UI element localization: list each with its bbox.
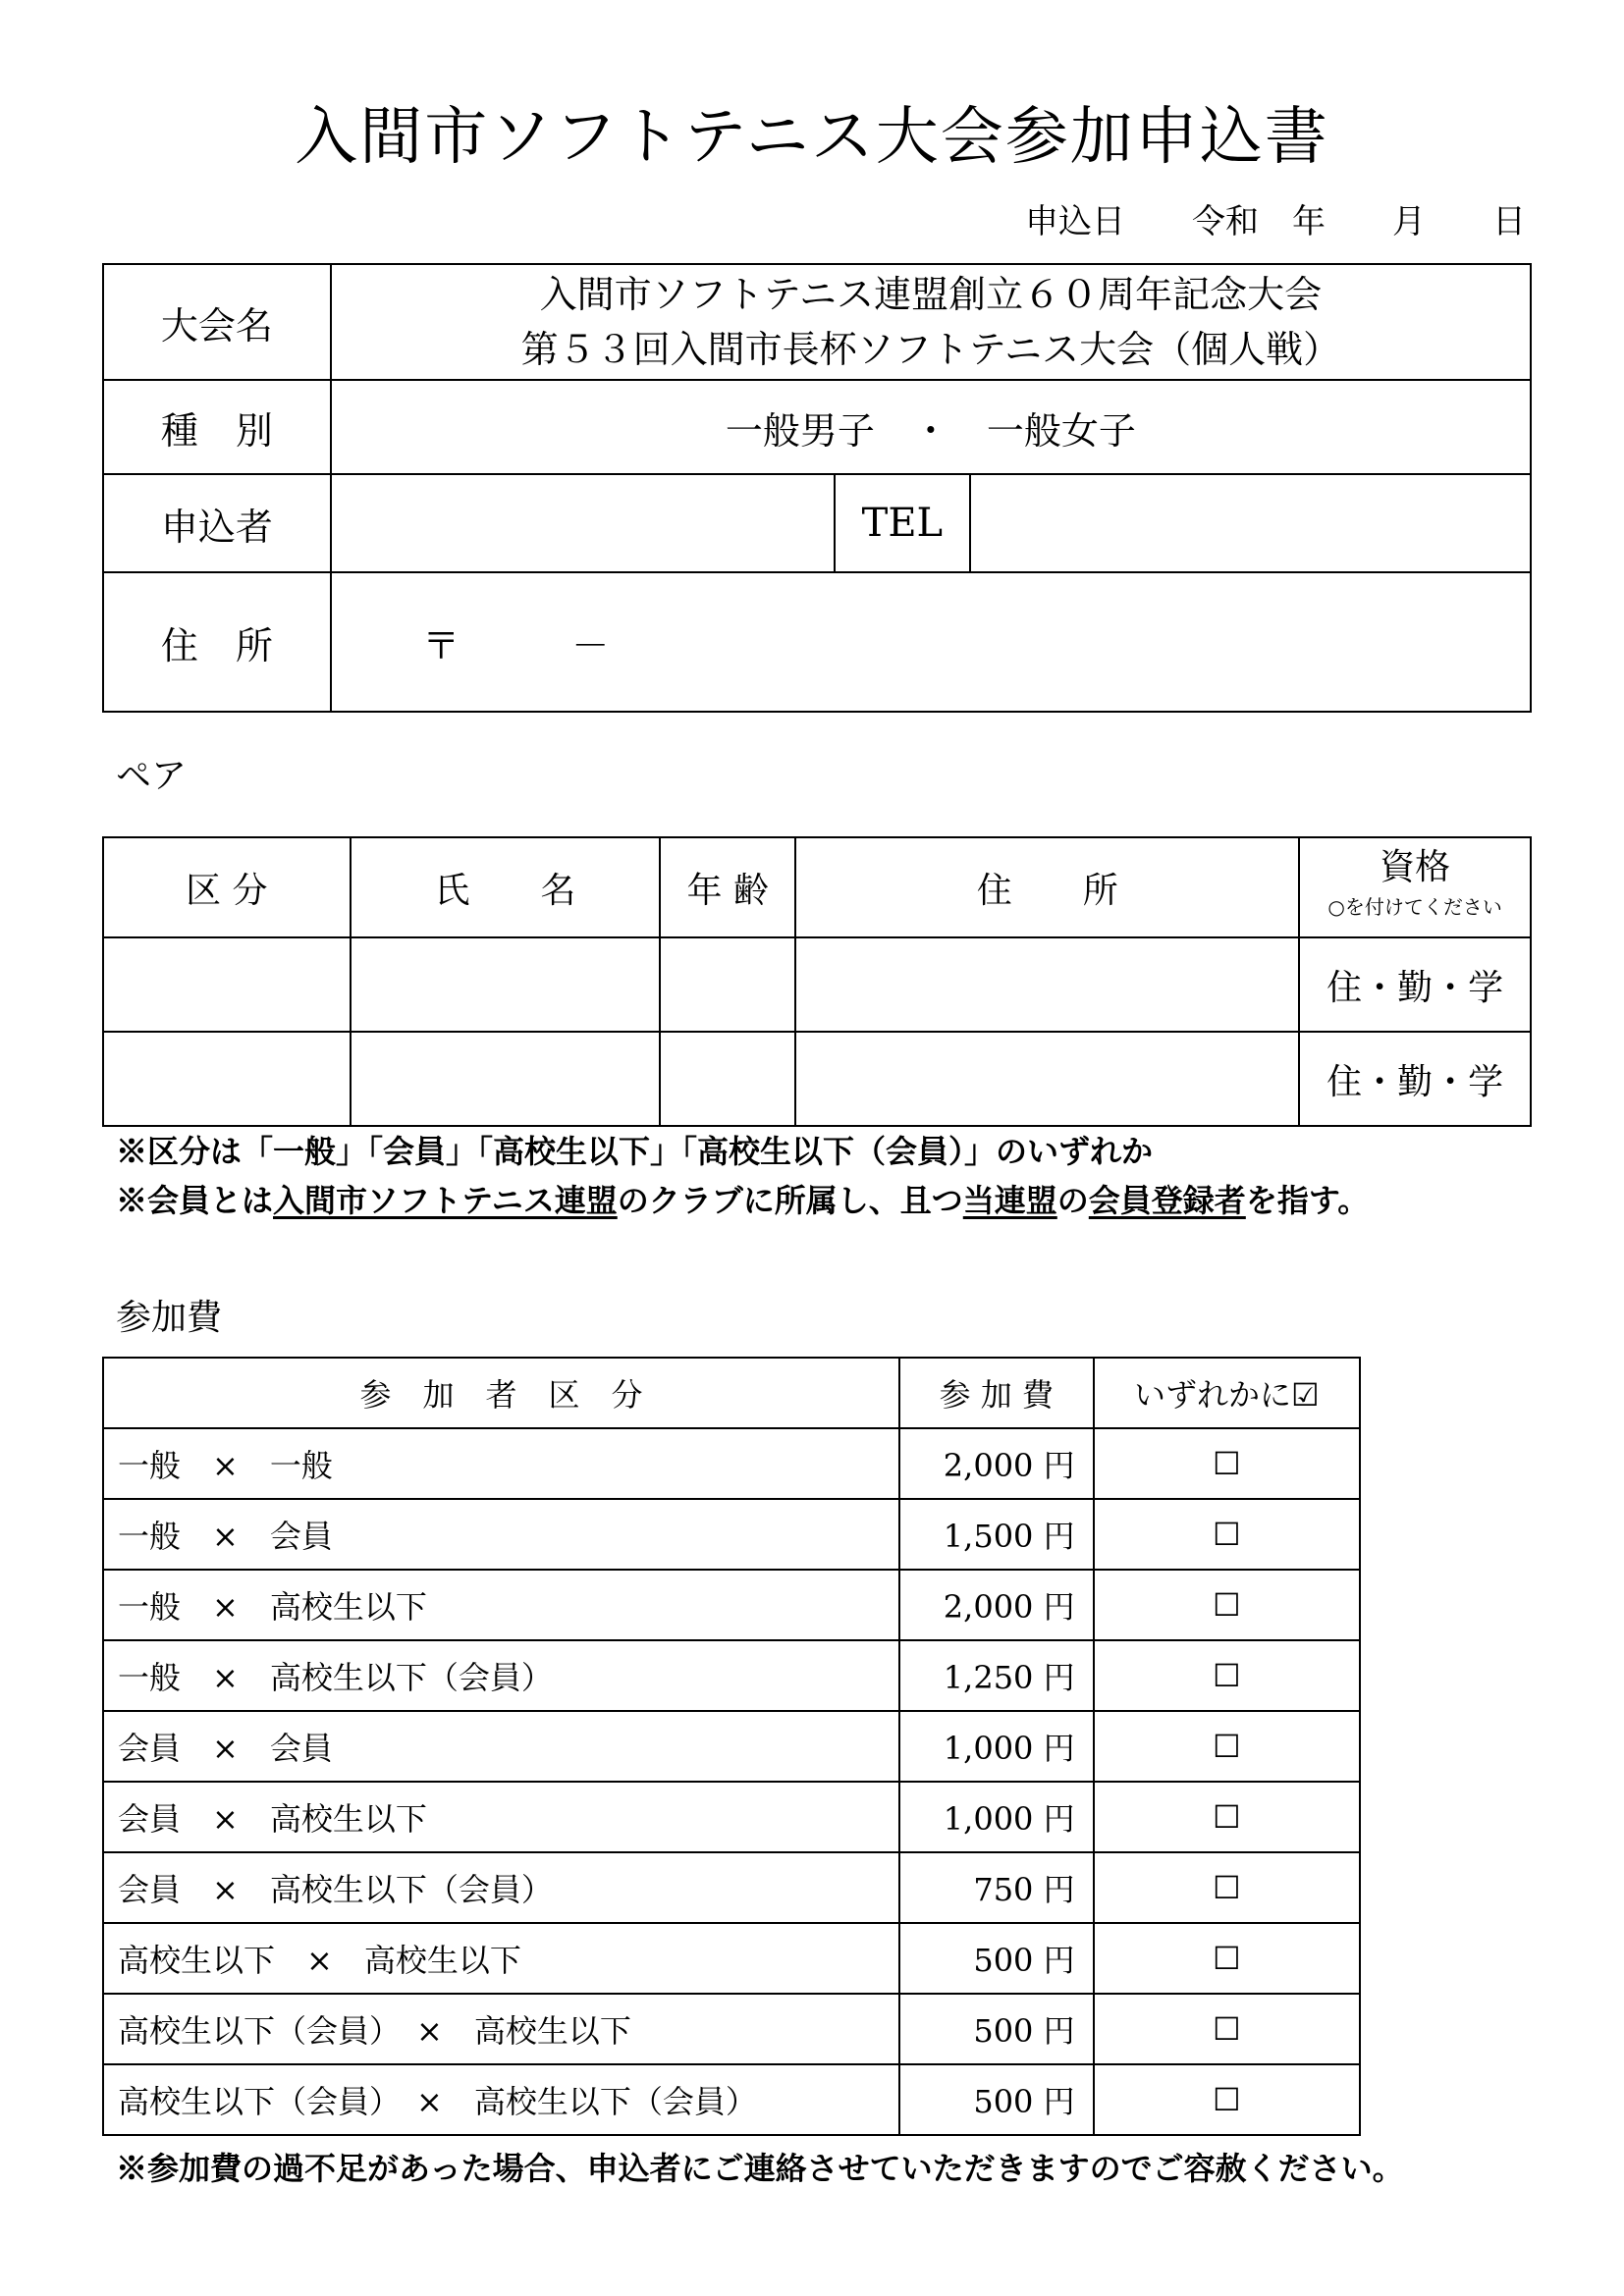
fee-row (103, 1570, 1360, 1640)
pair-row (103, 937, 1531, 1032)
note-text-underlined: 入間市ソフトテニス連盟 (273, 1182, 618, 1219)
note-text: を指す。 (1245, 1182, 1370, 1219)
fee-row (103, 2064, 1360, 2135)
fee-checkbox[interactable]: ☐ (1094, 1711, 1360, 1782)
fee-category: 一般 × 高校生以下 (103, 1570, 899, 1640)
fee-adjustment-note: ※参加費の過不足があった場合、申込者にご連絡させていただきますのでご容赦ください。 (116, 2150, 1404, 2187)
pair-age-field[interactable] (660, 937, 795, 1032)
fee-category: 高校生以下（会員） × 高校生以下 (103, 1994, 899, 2064)
fee-section-title: 参加費 (116, 1298, 223, 1338)
fee-header-amount: 参 加 費 (899, 1358, 1094, 1428)
fee-amount: 1,000 円 (899, 1782, 1094, 1852)
fee-row (103, 1923, 1360, 1994)
fee-category: 会員 × 高校生以下 (103, 1782, 899, 1852)
page-title: 入間市ソフトテニス大会参加申込書 (295, 101, 1329, 174)
pair-header-qualification (1299, 837, 1531, 937)
fee-checkbox[interactable]: ☐ (1094, 2064, 1360, 2135)
applicant-name-field[interactable] (331, 474, 835, 572)
fee-amount: 2,000 円 (899, 1570, 1094, 1640)
pair-header-age: 年 齢 (660, 837, 795, 937)
applicant-row (103, 474, 1531, 572)
tel-field[interactable] (970, 474, 1531, 572)
address-row (103, 572, 1531, 712)
fee-checkbox[interactable]: ☐ (1094, 1640, 1360, 1711)
fee-amount: 2,000 円 (899, 1428, 1094, 1499)
fee-row (103, 1852, 1360, 1923)
fee-row (103, 1640, 1360, 1711)
pair-table (102, 836, 1532, 1127)
fee-category: 会員 × 高校生以下（会員） (103, 1852, 899, 1923)
pair-header-category: 区 分 (103, 837, 351, 937)
fee-amount: 500 円 (899, 1994, 1094, 2064)
fee-row (103, 1711, 1360, 1782)
qualification-label: 資格 (1380, 847, 1451, 887)
pair-address-field[interactable] (795, 1032, 1299, 1126)
fee-checkbox[interactable]: ☐ (1094, 1570, 1360, 1640)
fee-amount: 1,250 円 (899, 1640, 1094, 1711)
fee-amount: 1,000 円 (899, 1711, 1094, 1782)
event-name-line1: 入間市ソフトテニス連盟創立６０周年記念大会 (539, 273, 1323, 316)
note-text: のクラブに所属し、且つ (617, 1182, 963, 1219)
fee-table (102, 1357, 1361, 2136)
member-definition-note (116, 1176, 1369, 1221)
fee-category: 高校生以下（会員） × 高校生以下（会員） (103, 2064, 899, 2135)
fee-checkbox[interactable]: ☐ (1094, 1994, 1360, 2064)
event-label: 大会名 (103, 264, 331, 380)
fee-category: 会員 × 会員 (103, 1711, 899, 1782)
fee-header-category: 参 加 者 区 分 (103, 1358, 899, 1428)
pair-header-name: 氏 名 (351, 837, 661, 937)
fee-amount: 500 円 (899, 2064, 1094, 2135)
event-name-cell (331, 264, 1531, 380)
pair-category-field[interactable] (103, 1032, 351, 1126)
fee-category: 高校生以下 × 高校生以下 (103, 1923, 899, 1994)
fee-checkbox[interactable]: ☐ (1094, 1852, 1360, 1923)
qualification-note: ○を付けてください (1327, 895, 1502, 919)
category-note: ※区分は「一般」「会員」「高校生以下」「高校生以下（会員）」のいずれか (116, 1133, 1154, 1170)
fee-row (103, 1499, 1360, 1570)
tel-label: TEL (835, 474, 970, 572)
fee-checkbox[interactable]: ☐ (1094, 1428, 1360, 1499)
note-text-underlined: 会員登録者 (1088, 1182, 1246, 1219)
fee-amount: 500 円 (899, 1923, 1094, 1994)
address-field[interactable] (331, 572, 1531, 712)
application-date-line: 申込日 令和 年 月 日 (1025, 202, 1526, 241)
fee-row (103, 1994, 1360, 2064)
note-text-underlined: 当連盟 (962, 1182, 1057, 1219)
fee-row (103, 1428, 1360, 1499)
fee-category: 一般 × 会員 (103, 1499, 899, 1570)
fee-checkbox[interactable]: ☐ (1094, 1782, 1360, 1852)
fee-amount: 750 円 (899, 1852, 1094, 1923)
fee-category: 一般 × 一般 (103, 1428, 899, 1499)
fee-checkbox[interactable]: ☐ (1094, 1499, 1360, 1570)
pair-row (103, 1032, 1531, 1126)
address-label: 住 所 (103, 572, 331, 712)
fee-checkbox[interactable]: ☐ (1094, 1923, 1360, 1994)
fee-header-row (103, 1358, 1360, 1428)
event-name-line2: 第５３回入間市長杯ソフトテニス大会（個人戦） (520, 328, 1341, 371)
pair-header-row (103, 837, 1531, 937)
pair-name-field[interactable] (351, 937, 661, 1032)
fee-amount: 1,500 円 (899, 1499, 1094, 1570)
fee-row (103, 1782, 1360, 1852)
pair-qualification-options[interactable]: 住・勤・学 (1299, 1032, 1531, 1126)
type-value: 一般男子 ・ 一般女子 (331, 380, 1531, 474)
type-label: 種 別 (103, 380, 331, 474)
fee-header-check: いずれかに☑ (1094, 1358, 1360, 1428)
type-row (103, 380, 1531, 474)
event-row (103, 264, 1531, 380)
note-text: ※会員とは (116, 1182, 274, 1219)
pair-age-field[interactable] (660, 1032, 795, 1126)
pair-header-address: 住 所 (795, 837, 1299, 937)
pair-section-title: ペア (116, 756, 188, 796)
pair-name-field[interactable] (351, 1032, 661, 1126)
pair-address-field[interactable] (795, 937, 1299, 1032)
pair-qualification-options[interactable]: 住・勤・学 (1299, 937, 1531, 1032)
fee-category: 一般 × 高校生以下（会員） (103, 1640, 899, 1711)
postal-mark: 〒 － (422, 624, 610, 667)
event-info-table (102, 263, 1532, 713)
pair-category-field[interactable] (103, 937, 351, 1032)
applicant-label: 申込者 (103, 474, 331, 572)
note-text: の (1056, 1182, 1089, 1219)
